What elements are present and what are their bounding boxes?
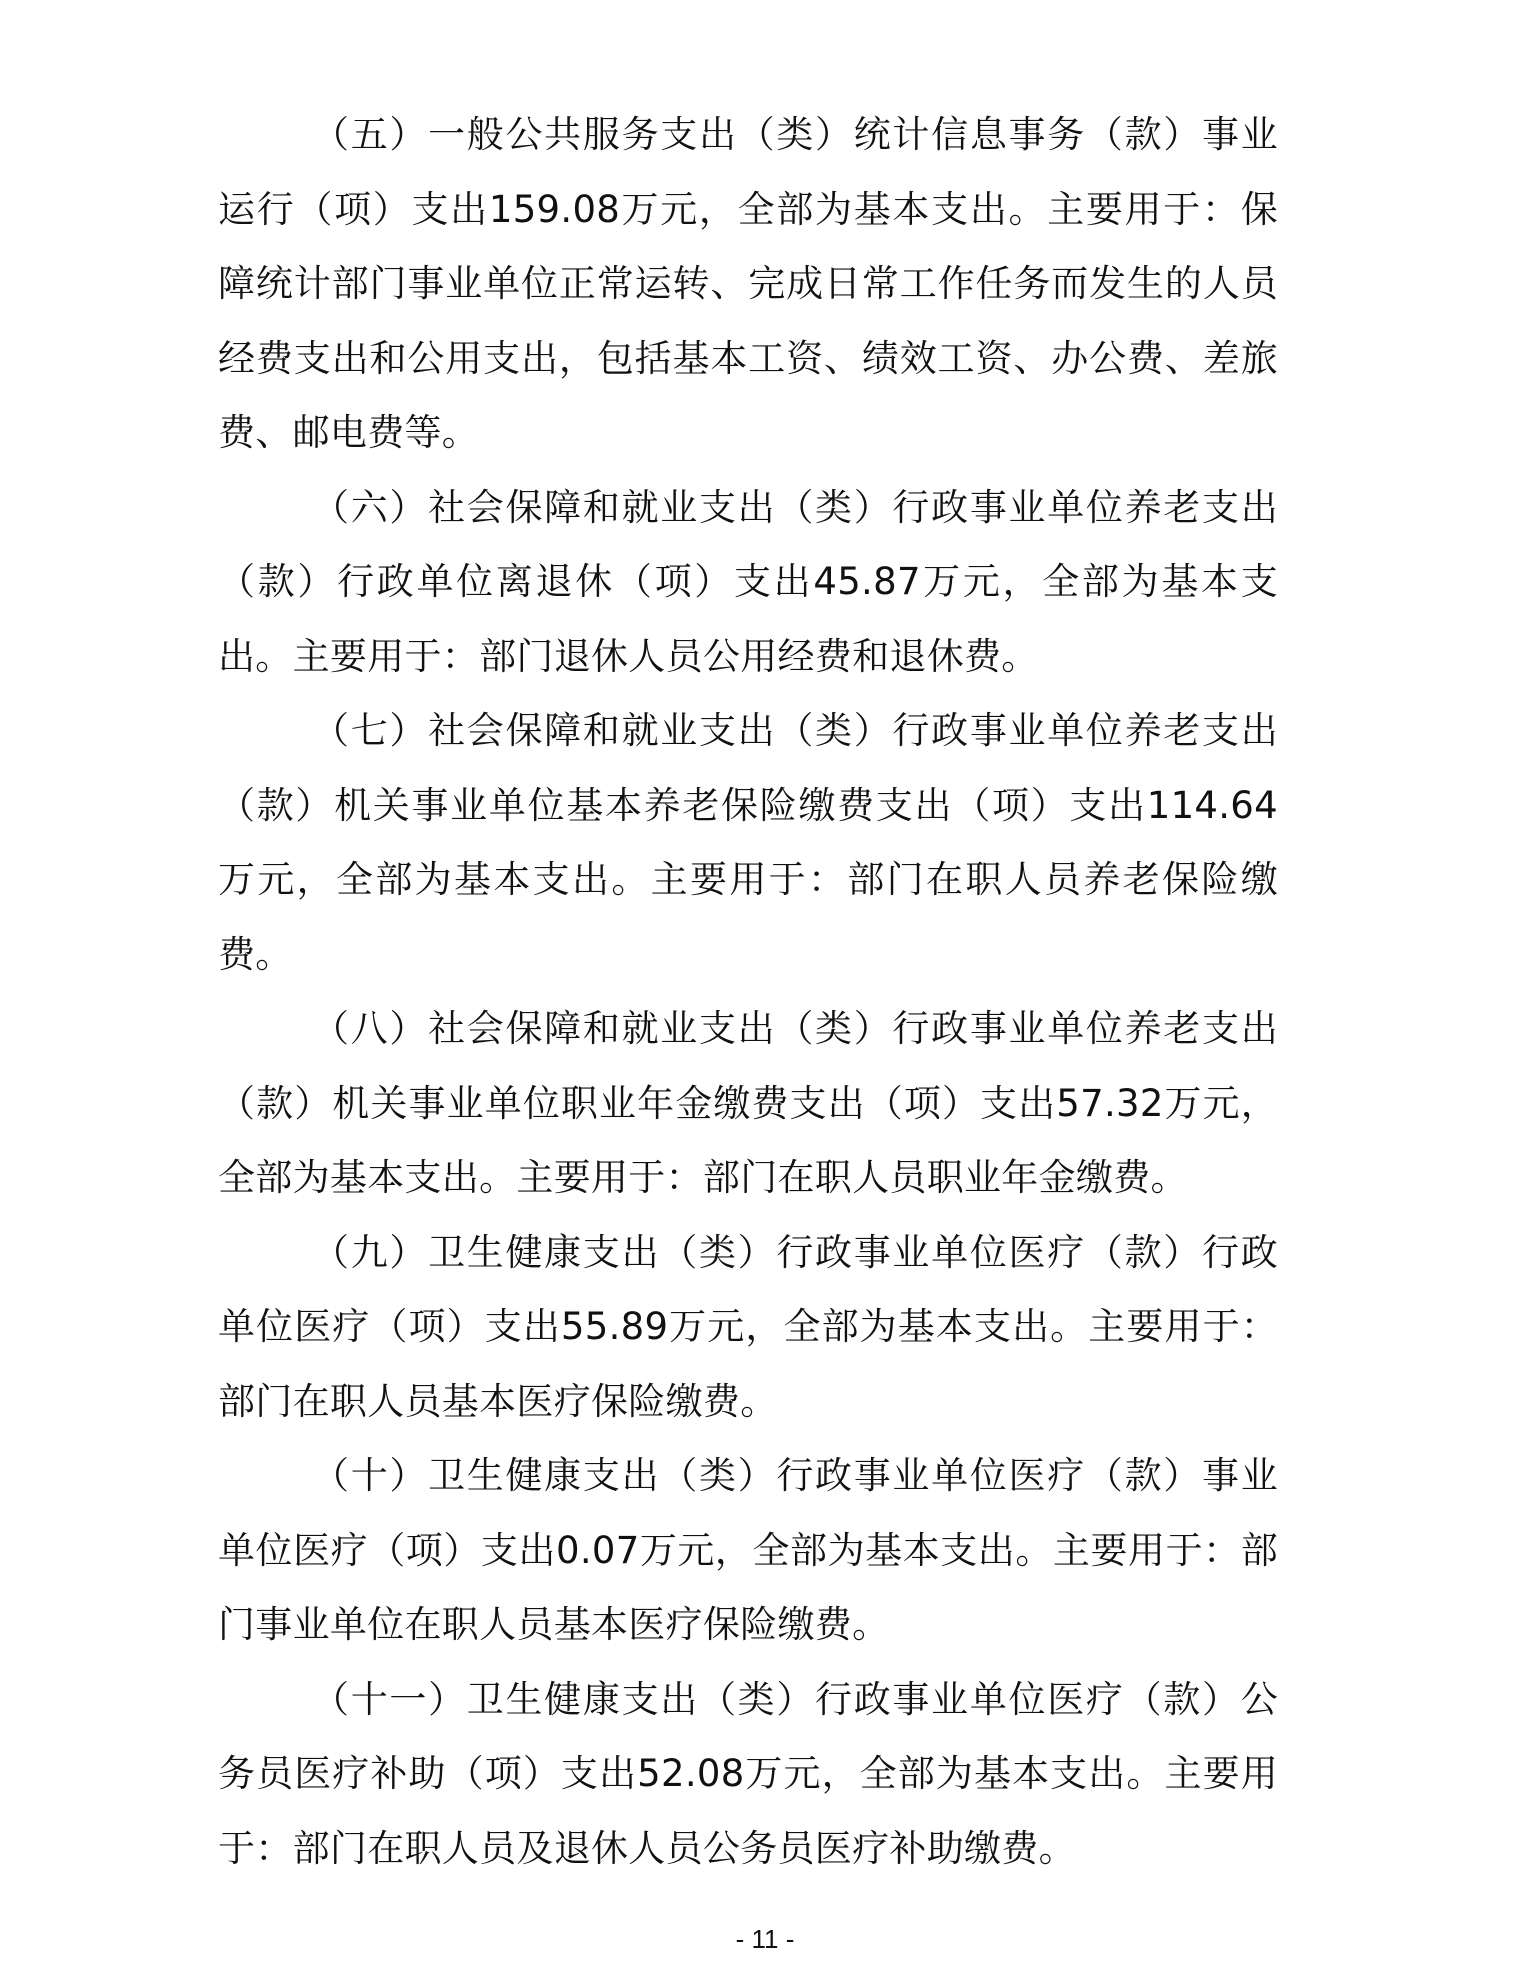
paragraph-item-10: （十）卫生健康支出（类）行政事业单位医疗（款）事业单位医疗（项）支出0.07万元，全部为基本支出。主要用于：部门事业单位在职人员基本医疗保险缴费。	[218, 1454, 1278, 1646]
page-number: - 11 -	[735, 1924, 795, 1954]
paragraph-item-6: （六）社会保障和就业支出（类）行政事业单位养老支出（款）行政单位离退休（项）支出45.87万元，全部为基本支出。主要用于：部门退休人员公用经费和退休费。	[218, 485, 1278, 678]
paragraph-item-7: （七）社会保障和就业支出（类）行政事业单位养老支出（款）机关事业单位基本养老保险缴费支出（项）支出114.64万元，全部为基本支出。主要用于：部门在职人员养老保险缴费。	[218, 709, 1278, 976]
document-body	[218, 98, 1278, 1886]
paragraph-item-5: （五）一般公共服务支出（类）统计信息事务（款）事业运行（项）支出159.08万元，全部为基本支出。主要用于：保障统计部门事业单位正常运转、完成日常工作任务而发生的人员经费支出和公用支出，包括基本工资、绩效工资、办公费、差旅费、邮电费等。	[218, 113, 1278, 454]
paragraph-item-9: （九）卫生健康支出（类）行政事业单位医疗（款）行政单位医疗（项）支出55.89万元，全部为基本支出。主要用于：部门在职人员基本医疗保险缴费。	[218, 1230, 1278, 1423]
paragraph-item-8: （八）社会保障和就业支出（类）行政事业单位养老支出（款）机关事业单位职业年金缴费支出（项）支出57.32万元，全部为基本支出。主要用于：部门在职人员职业年金缴费。	[218, 1007, 1278, 1199]
paragraph-item-11: （十一）卫生健康支出（类）行政事业单位医疗（款）公务员医疗补助（项）支出52.08万元，全部为基本支出。主要用于：部门在职人员及退休人员公务员医疗补助缴费。	[218, 1677, 1278, 1870]
